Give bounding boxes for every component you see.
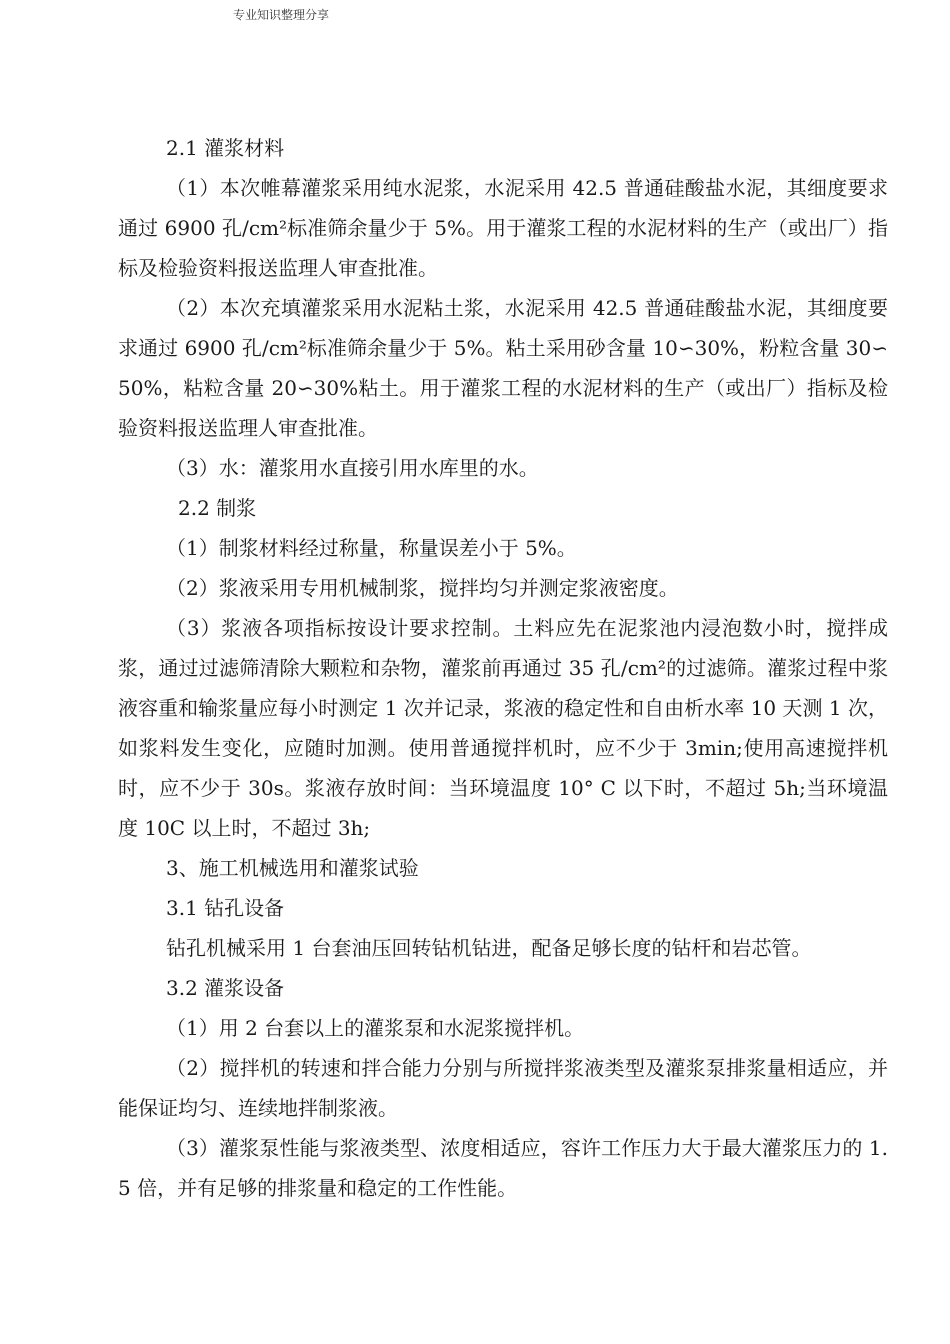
paragraph: 钻孔机械采用 1 台套油压回转钻机钻进，配备足够长度的钻杆和岩芯管。 (166, 936, 812, 960)
paragraph: （1）本次帷幕灌浆采用纯水泥浆，水泥采用 42.5 普通硅酸盐水泥，其细度要求通过 6900 孔/cm²标准筛余量少于 5%。用于灌浆工程的水泥材料的生产（或出厂）指标及检验资料报送监理人审查批准。 (118, 176, 888, 280)
paragraph: （2）搅拌机的转速和拌合能力分别与所搅拌浆液类型及灌浆泵排浆量相适应，并能保证均匀、连续地拌制浆液。 (118, 1056, 888, 1120)
paragraph: （3）浆液各项指标按设计要求控制。土料应先在泥浆池内浸泡数小时，搅拌成浆，通过过滤筛清除大颗粒和杂物，灌浆前再通过 35 孔/cm²的过滤筛。灌浆过程中浆液容重和输浆量应每小时测定 1 次并记录，浆液的稳定性和自由析水率 10 天测 1 次，如浆料发生变化，应随时加测。使用普通搅拌机时，应不少于 3min;使用高速搅拌机时，应不少于 30s。浆液存放时间：当环境温度 10° C 以下时，不超过 5h;当环境温度 10C 以上时，不超过 3h; (118, 616, 888, 840)
section-heading-2-1: 2.1 灌浆材料 (166, 136, 285, 160)
paragraph: （2）本次充填灌浆采用水泥粘土浆，水泥采用 42.5 普通硅酸盐水泥，其细度要求通过 6900 孔/cm²标准筛余量少于 5%。粘土采用砂含量 10∽30%，粉粒含量 30∽50%，粘粒含量 20∽30%粘土。用于灌浆工程的水泥材料的生产（或出厂）指标及检验资料报送监理人审查批准。 (118, 296, 888, 440)
paragraph: （3）灌浆泵性能与浆液类型、浓度相适应，容许工作压力大于最大灌浆压力的 1.5 倍，并有足够的排浆量和稳定的工作性能。 (118, 1136, 888, 1200)
section-heading-3-1: 3.1 钻孔设备 (166, 896, 285, 920)
section-heading-2-2: 2.2 制浆 (178, 496, 257, 520)
section-heading-3: 3、施工机械选用和灌浆试验 (166, 856, 419, 880)
paragraph: （3）水：灌浆用水直接引用水库里的水。 (166, 456, 539, 480)
document-body (118, 128, 888, 1208)
section-heading-3-2: 3.2 灌浆设备 (166, 976, 285, 1000)
paragraph: （2）浆液采用专用机械制浆，搅拌均匀并测定浆液密度。 (166, 576, 679, 600)
paragraph: （1）制浆材料经过称量，称量误差小于 5%。 (166, 536, 577, 560)
paragraph: （1）用 2 台套以上的灌浆泵和水泥浆搅拌机。 (166, 1016, 585, 1040)
header-note: 专业知识整理分享 (233, 8, 330, 22)
